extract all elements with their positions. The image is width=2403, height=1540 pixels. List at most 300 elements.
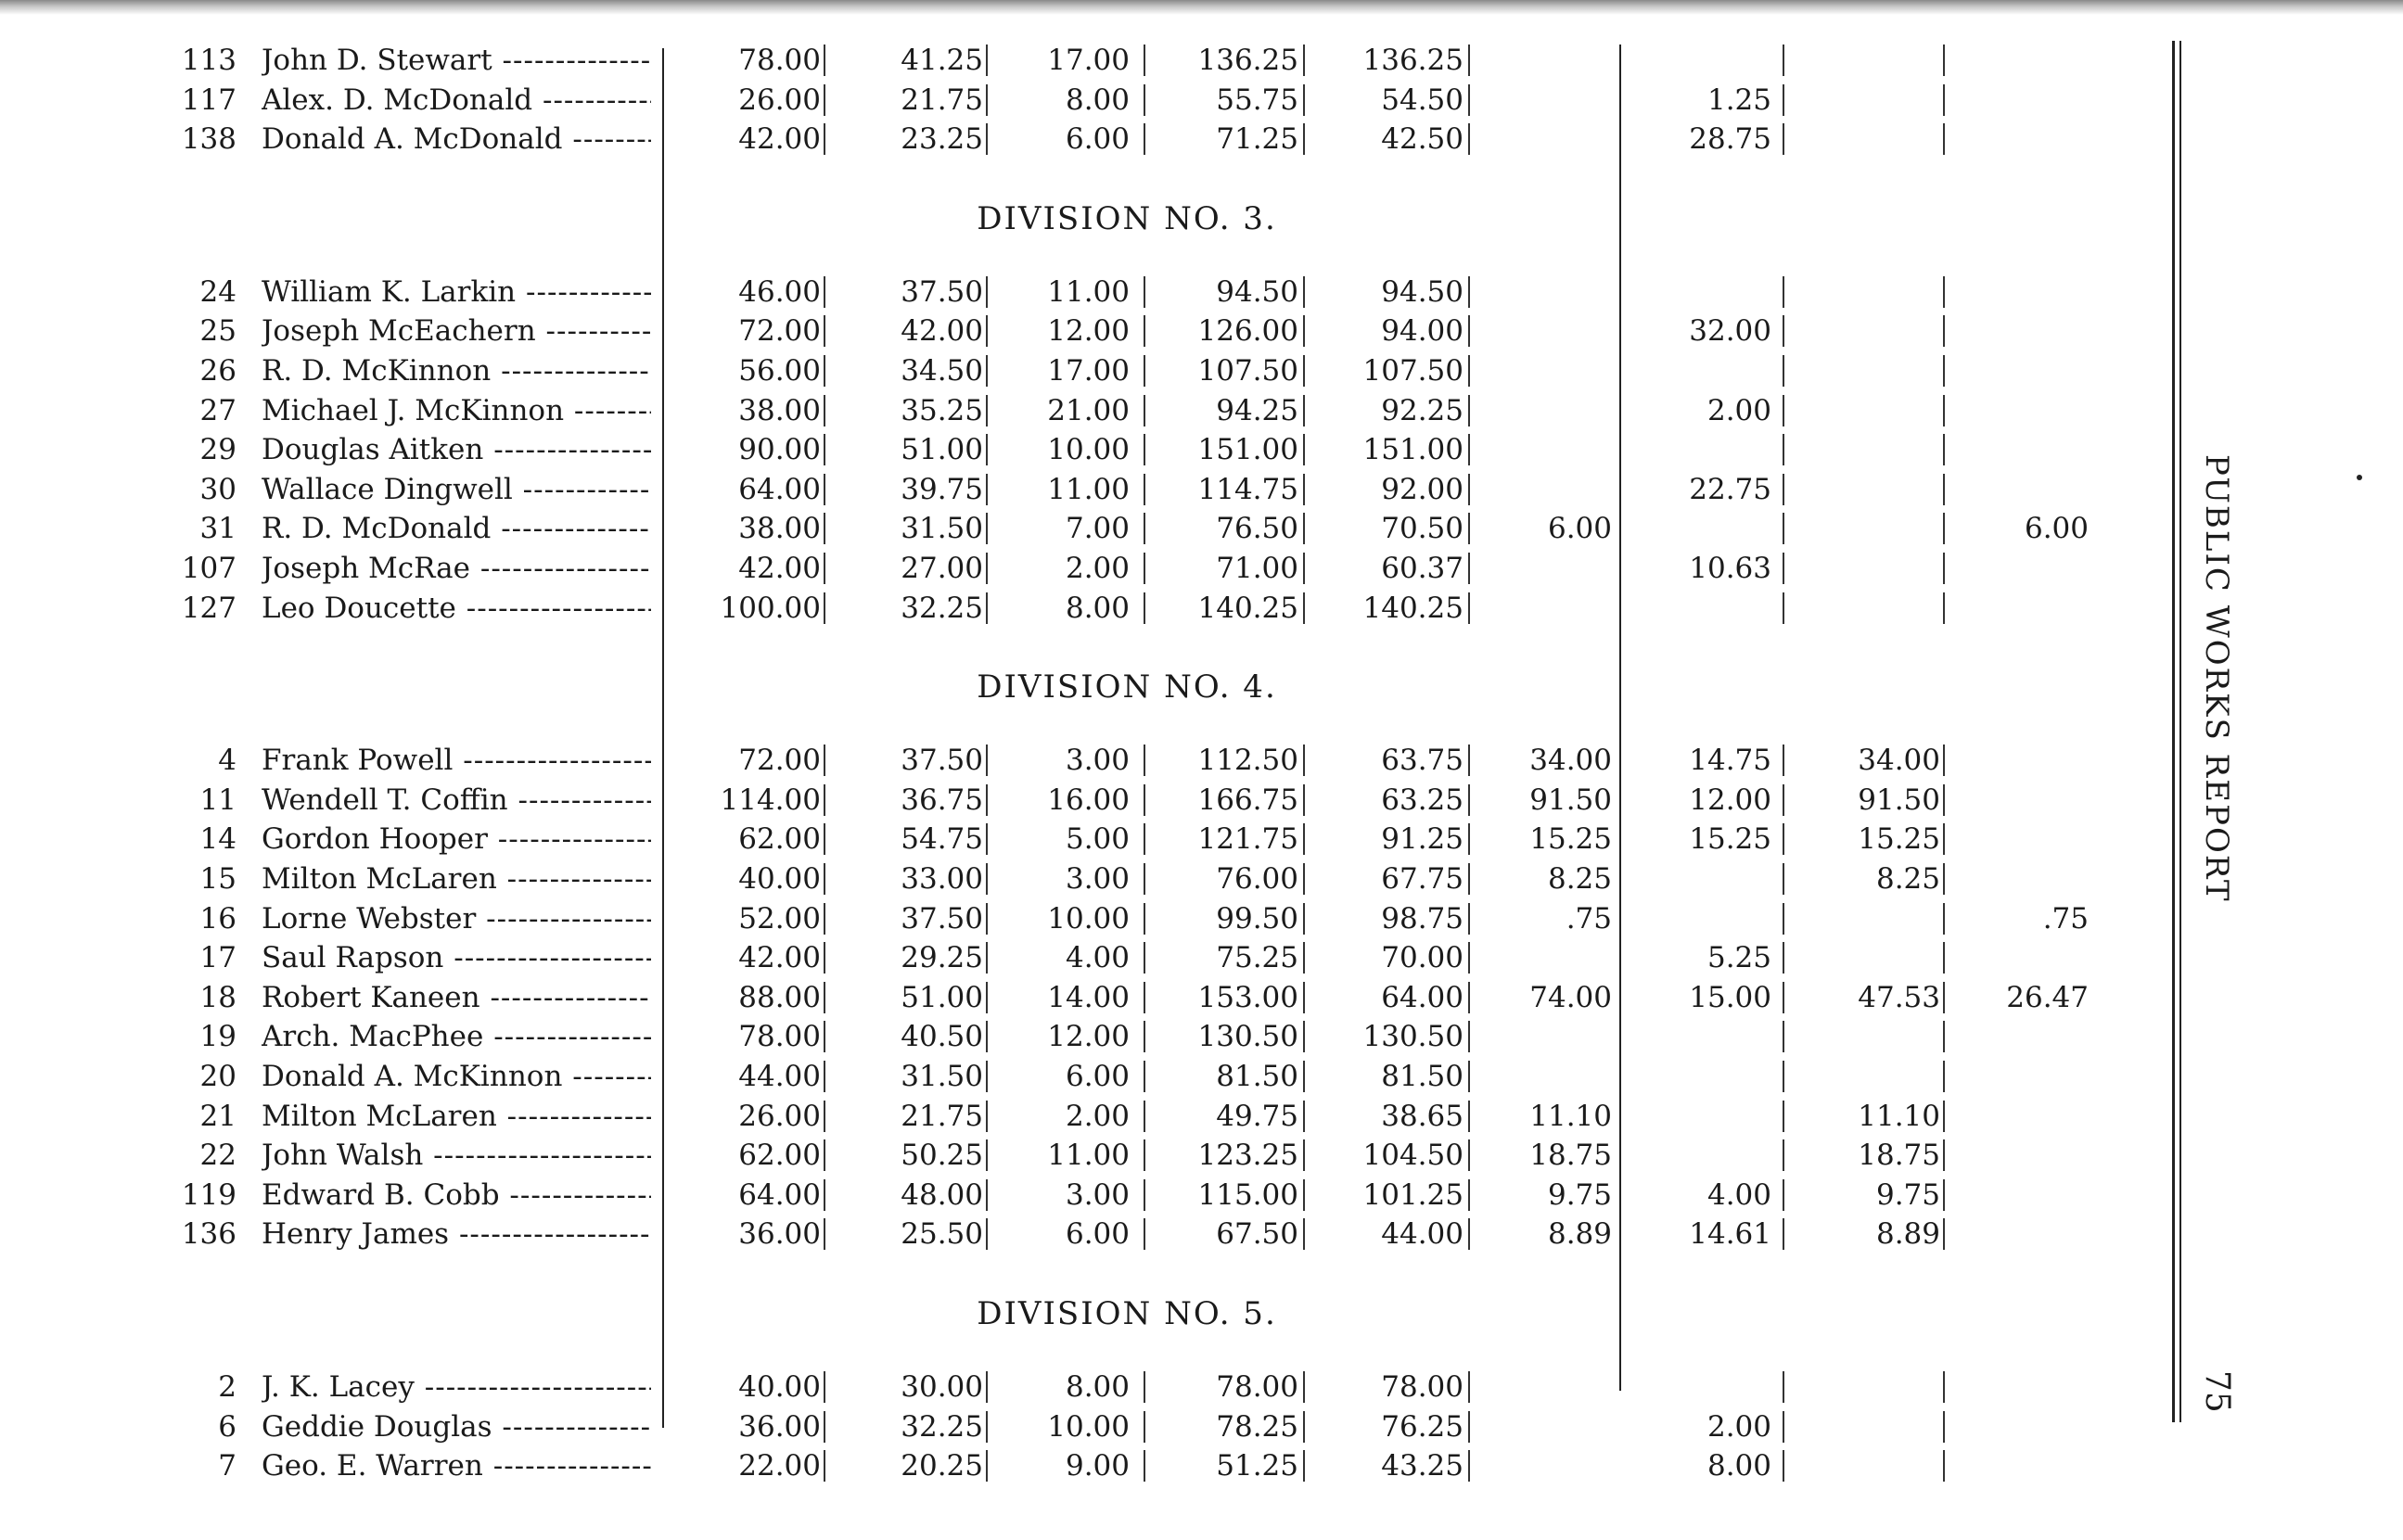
payee-name: Joseph McEachern ----- [262,312,651,350]
amount-col-7 [1642,1057,1771,1096]
column-tick [1783,592,1784,624]
ledger-row [0,899,2226,938]
amount-col-4: 71.00 [1216,552,1298,585]
column-tick [1943,592,1945,624]
column-tick [824,395,825,426]
column-tick [1303,1139,1305,1171]
amount-col-7: 14.75 [1689,744,1771,778]
amount-col-4: 78.25 [1216,1409,1298,1444]
amount-col-8: 11.10 [1858,1099,1940,1133]
amount-col-4: 55.75 [1216,83,1298,117]
account-number: 7 [218,1449,236,1483]
column-tick [1783,84,1784,116]
column-tick [824,1101,825,1132]
amount-col-6: 6.00 [1547,512,1612,546]
account-number: 119 [181,1177,236,1212]
column-tick [1303,84,1305,116]
ledger-row [0,1368,2226,1406]
payee-name: Henry James ----- [262,1215,651,1254]
column-tick [1144,982,1145,1013]
column-tick [1943,863,1945,895]
amount-col-6 [1484,1407,1612,1446]
amount-col-5: 151.00 [1362,433,1464,467]
column-tick [1303,863,1305,895]
column-tick [1303,903,1305,935]
column-tick [986,745,988,776]
column-tick [1144,513,1145,544]
column-tick [1943,903,1945,935]
amount-col-2: 31.50 [901,1060,983,1093]
account-number: 16 [199,901,236,935]
amount-col-6 [1484,1017,1612,1056]
amount-col-3: 11.00 [1047,274,1130,309]
amount-col-9: 6.00 [2024,512,2089,546]
amount-col-5: 63.75 [1381,744,1464,778]
amount-col-2: 50.25 [901,1139,983,1173]
column-tick [1943,1139,1945,1171]
amount-col-1: 26.00 [738,1099,821,1133]
amount-col-8 [1809,312,1940,350]
amount-col-3: 11.00 [1047,472,1130,506]
amount-col-8 [1809,470,1940,509]
account-number: 30 [199,472,236,506]
amount-col-3: 6.00 [1065,122,1130,157]
payee-name: Arch. MacPhee ----- [262,1017,651,1056]
division-heading: DIVISION NO. 5. [977,1295,1277,1332]
column-tick [1468,434,1470,465]
column-tick [986,903,988,935]
amount-col-8: 15.25 [1858,822,1940,857]
column-tick [1943,942,1945,974]
column-tick [1943,315,1945,347]
amount-col-8 [1809,391,1940,430]
amount-col-7: 2.00 [1706,1409,1771,1444]
amount-col-9 [1957,781,2089,820]
amount-col-6 [1484,1368,1612,1406]
column-tick [1468,1061,1470,1092]
amount-col-5: 98.75 [1381,901,1464,935]
column-tick [824,784,825,816]
column-tick [1468,553,1470,584]
column-tick [1783,982,1784,1013]
column-tick [1943,84,1945,116]
amount-col-1: 52.00 [738,901,821,935]
column-tick [1468,1101,1470,1132]
amount-col-7: 2.00 [1706,393,1771,427]
column-tick [1468,592,1470,624]
account-number: 27 [199,393,236,427]
amount-col-9 [1957,312,2089,350]
column-tick [986,784,988,816]
column-tick [1144,1371,1145,1403]
amount-col-9: .75 [2042,901,2089,935]
column-tick [824,863,825,895]
amount-col-3: 12.00 [1047,1020,1130,1054]
amount-col-7 [1642,1017,1771,1056]
account-number: 22 [199,1139,236,1173]
amount-col-1: 72.00 [738,314,821,349]
amount-col-6 [1484,120,1612,159]
amount-col-2: 32.25 [901,1409,983,1444]
column-tick [1144,45,1145,76]
ledger-row [0,312,2226,350]
column-tick [1783,745,1784,776]
amount-col-3: 8.00 [1065,83,1130,117]
payee-name: Robert Kaneen ----- [262,978,651,1017]
column-tick [1144,1021,1145,1052]
amount-col-2: 21.75 [901,83,983,117]
column-tick [1783,1101,1784,1132]
amount-col-7 [1642,430,1771,469]
column-tick [986,942,988,974]
amount-col-6: 8.25 [1547,862,1612,896]
column-tick [986,1061,988,1092]
column-tick [986,395,988,426]
amount-col-8: 91.50 [1858,783,1940,817]
column-tick [1303,395,1305,426]
amount-col-9 [1957,273,2089,312]
amount-col-9 [1957,120,2089,159]
column-tick [1303,1101,1305,1132]
amount-col-8 [1809,430,1940,469]
column-tick [986,513,988,544]
column-tick [1144,474,1145,505]
column-tick [824,1411,825,1443]
column-tick [1783,315,1784,347]
payee-name: Geo. E. Warren ----- [262,1446,651,1485]
column-tick [824,823,825,855]
column-tick [1943,123,1945,155]
amount-col-1: 72.00 [738,744,821,778]
amount-col-7: 15.25 [1689,822,1771,857]
amount-col-1: 64.00 [738,1177,821,1212]
ledger-row [0,1097,2226,1136]
column-tick [1468,1139,1470,1171]
account-number: 4 [218,744,236,778]
column-tick [1783,474,1784,505]
amount-col-3: 4.00 [1065,941,1130,975]
column-tick [1468,474,1470,505]
column-tick [1943,434,1945,465]
column-tick [1783,276,1784,308]
payee-name: Donald A. McDonald ----- [262,120,651,159]
column-tick [986,553,988,584]
payee-name: Lorne Webster ----- [262,899,651,938]
account-number: 138 [181,122,236,157]
amount-col-9 [1957,741,2089,780]
amount-col-6: 15.25 [1529,822,1612,857]
amount-col-4: 78.00 [1216,1370,1298,1404]
column-tick [1783,45,1784,76]
amount-col-9 [1957,859,2089,898]
column-tick [1943,1450,1945,1482]
amount-col-1: 78.00 [738,44,821,77]
amount-col-8 [1809,41,1940,80]
amount-col-4: 112.50 [1197,744,1298,778]
amount-col-2: 25.50 [901,1217,983,1252]
account-number: 113 [181,44,236,77]
amount-col-1: 78.00 [738,1020,821,1054]
column-tick [1303,1411,1305,1443]
amount-col-4: 49.75 [1216,1099,1298,1133]
ledger-row [0,820,2226,859]
payee-name: Donald A. McKinnon ----- [262,1057,651,1096]
column-tick [1303,1021,1305,1052]
amount-col-3: 12.00 [1047,314,1130,349]
amount-col-2: 23.25 [901,122,983,157]
amount-col-2: 31.50 [901,512,983,546]
amount-col-5: 42.50 [1381,122,1464,157]
column-tick [1468,903,1470,935]
column-tick [824,553,825,584]
amount-col-4: 67.50 [1216,1217,1298,1252]
column-tick [1303,315,1305,347]
account-number: 2 [218,1370,236,1404]
column-tick [1783,784,1784,816]
payee-name: Saul Rapson ----- [262,938,651,977]
column-tick [1468,1450,1470,1482]
column-tick [986,1179,988,1211]
amount-col-1: 90.00 [738,433,821,467]
page-number: 75 [2198,1370,2236,1413]
column-tick [1943,513,1945,544]
amount-col-8: 18.75 [1858,1139,1940,1173]
column-tick [1144,1218,1145,1250]
column-tick [1943,395,1945,426]
ledger-row [0,1136,2226,1175]
payee-name: Gordon Hooper ----- [262,820,651,859]
amount-col-5: 92.25 [1381,393,1464,427]
amount-col-4: 126.00 [1197,314,1298,349]
amount-col-9 [1957,470,2089,509]
account-number: 14 [199,822,236,857]
column-tick [986,863,988,895]
amount-col-4: 136.25 [1197,44,1298,77]
payee-name: Edward B. Cobb ----- [262,1176,651,1215]
amount-col-5: 107.50 [1362,354,1464,388]
amount-col-7: 4.00 [1706,1177,1771,1212]
amount-col-2: 51.00 [901,433,983,467]
amount-col-8 [1809,549,1940,588]
column-tick [1468,1021,1470,1052]
payee-name: John Walsh ----- [262,1136,651,1175]
amount-col-3: 17.00 [1047,44,1130,77]
column-tick [986,315,988,347]
column-tick [1783,1450,1784,1482]
column-tick [1144,1139,1145,1171]
column-tick [1303,1371,1305,1403]
amount-col-7 [1642,859,1771,898]
amount-col-3: 10.00 [1047,433,1130,467]
column-tick [1943,474,1945,505]
amount-col-5: 130.50 [1362,1020,1464,1054]
amount-col-5: 54.50 [1381,83,1464,117]
account-number: 11 [199,783,236,817]
payee-name: Milton McLaren ----- [262,859,651,898]
amount-col-7 [1642,1097,1771,1136]
column-tick [1783,863,1784,895]
amount-col-6: 8.89 [1547,1217,1612,1252]
amount-col-4: 99.50 [1216,901,1298,935]
amount-col-3: 21.00 [1047,393,1130,427]
column-tick [1783,123,1784,155]
column-tick [1468,942,1470,974]
amount-col-2: 32.25 [901,591,983,625]
column-tick [1468,784,1470,816]
amount-col-1: 40.00 [738,862,821,896]
amount-col-2: 41.25 [901,44,983,77]
column-tick [1943,553,1945,584]
amount-col-1: 88.00 [738,980,821,1014]
column-tick [1783,823,1784,855]
amount-col-2: 37.50 [901,744,983,778]
column-tick [986,1021,988,1052]
amount-col-3: 11.00 [1047,1139,1130,1173]
ledger-row [0,273,2226,312]
amount-col-3: 3.00 [1065,1177,1130,1212]
column-tick [824,1021,825,1052]
amount-col-1: 38.00 [738,393,821,427]
amount-col-4: 75.25 [1216,941,1298,975]
amount-col-4: 153.00 [1197,980,1298,1014]
column-tick [1303,784,1305,816]
amount-col-8 [1809,1446,1940,1485]
amount-col-6: 9.75 [1547,1177,1612,1212]
amount-col-7: 12.00 [1689,783,1771,817]
division-heading: DIVISION NO. 3. [977,199,1277,237]
amount-col-5: 70.00 [1381,941,1464,975]
payee-name: Michael J. McKinnon ----- [262,391,651,430]
amount-col-5: 64.00 [1381,980,1464,1014]
column-tick [1144,1101,1145,1132]
column-tick [824,1061,825,1092]
payee-name: Wallace Dingwell ----- [262,470,651,509]
column-tick [1943,1061,1945,1092]
amount-col-6 [1484,273,1612,312]
amount-col-1: 42.00 [738,552,821,585]
amount-col-6: 34.00 [1529,744,1612,778]
payee-name: Leo Doucette ----- [262,589,651,628]
column-tick [1303,1061,1305,1092]
amount-col-9 [1957,1215,2089,1254]
column-tick [1943,1021,1945,1052]
ledger-row [0,470,2226,509]
column-tick [986,474,988,505]
amount-col-4: 76.00 [1216,862,1298,896]
account-number: 117 [181,83,236,117]
payee-name: John D. Stewart ----- [262,41,651,80]
column-tick [1303,982,1305,1013]
column-tick [986,355,988,387]
column-tick [824,592,825,624]
ink-speck [2357,475,2362,480]
column-tick [1783,355,1784,387]
amount-col-4: 130.50 [1197,1020,1298,1054]
payee-name: William K. Larkin ----- [262,273,651,312]
amount-col-3: 10.00 [1047,1409,1130,1444]
column-tick [986,1411,988,1443]
column-tick [1303,1218,1305,1250]
amount-col-2: 29.25 [901,941,983,975]
amount-col-5: 43.25 [1381,1449,1464,1483]
amount-col-5: 63.25 [1381,783,1464,817]
column-tick [1303,355,1305,387]
amount-col-5: 140.25 [1362,591,1464,625]
payee-name: J. K. Lacey ----- [262,1368,651,1406]
column-tick [1468,1218,1470,1250]
column-tick [1303,276,1305,308]
amount-col-9 [1957,589,2089,628]
amount-col-5: 70.50 [1381,512,1464,546]
amount-col-8 [1809,273,1940,312]
column-tick [986,823,988,855]
amount-col-8: 8.25 [1875,862,1940,896]
amount-col-2: 37.50 [901,901,983,935]
column-tick [1783,1179,1784,1211]
payee-name: Geddie Douglas ----- [262,1407,651,1446]
amount-col-7 [1642,41,1771,80]
account-number: 26 [199,354,236,388]
column-tick [1303,1450,1305,1482]
column-tick [1468,982,1470,1013]
amount-col-6 [1484,81,1612,120]
amount-col-1: 38.00 [738,512,821,546]
column-tick [1468,355,1470,387]
payee-name: R. D. McKinnon ----- [262,351,651,390]
amount-col-7: 5.25 [1706,941,1771,975]
column-tick [1144,434,1145,465]
column-tick [1303,1179,1305,1211]
column-tick [1303,45,1305,76]
column-tick [1303,942,1305,974]
amount-col-4: 115.00 [1197,1177,1298,1212]
ledger-row [0,41,2226,80]
column-tick [1783,942,1784,974]
amount-col-9 [1957,391,2089,430]
account-number: 20 [199,1060,236,1093]
amount-col-7 [1642,899,1771,938]
column-tick [824,84,825,116]
column-tick [1144,315,1145,347]
amount-col-3: 2.00 [1065,1099,1130,1133]
column-tick [1468,823,1470,855]
amount-col-6 [1484,470,1612,509]
amount-col-6 [1484,1446,1612,1485]
amount-col-7: 10.63 [1689,552,1771,585]
column-tick [986,592,988,624]
amount-col-7: 22.75 [1689,472,1771,506]
column-tick [1468,1371,1470,1403]
column-tick [1468,863,1470,895]
ledger-row [0,859,2226,898]
column-tick [1468,123,1470,155]
column-tick [1943,1179,1945,1211]
amount-col-1: 36.00 [738,1409,821,1444]
amount-col-2: 21.75 [901,1099,983,1133]
amount-col-6 [1484,589,1612,628]
column-tick [824,1139,825,1171]
amount-col-6: 74.00 [1529,980,1612,1014]
amount-col-6 [1484,430,1612,469]
column-tick [1144,903,1145,935]
ledger-row [0,978,2226,1017]
amount-col-8 [1809,351,1940,390]
amount-col-9 [1957,1017,2089,1056]
amount-col-9 [1957,549,2089,588]
amount-col-6 [1484,549,1612,588]
column-tick [986,1218,988,1250]
column-tick [1943,45,1945,76]
